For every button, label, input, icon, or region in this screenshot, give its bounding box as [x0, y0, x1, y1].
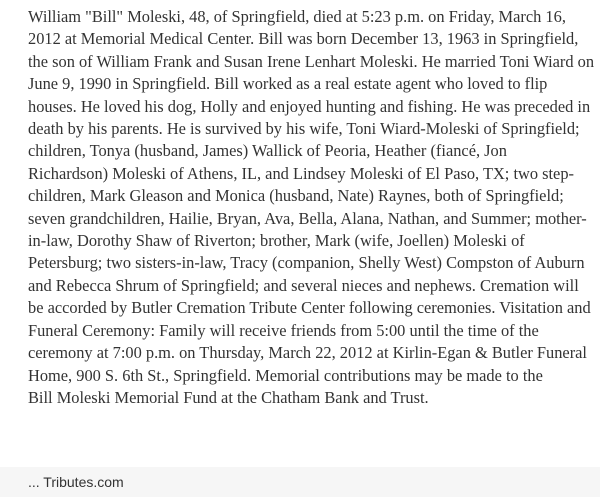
- obituary-line: Petersburg; two sisters-in-law, Tracy (companion, Shelly West) Compston of Auburn: [28, 253, 585, 273]
- source-footer: [0, 467, 600, 497]
- obituary-line: be accorded by Butler Cremation Tribute Center following ceremonies. Visitation and: [28, 298, 591, 318]
- obituary-text: [28, 6, 595, 409]
- obituary-line: the son of William Frank and Susan Irene Lenhart Moleski. He married Toni Wiard on: [28, 51, 595, 71]
- obituary-line: death by his parents. He is survived by his wife, Toni Wiard-Moleski of Springfield;: [28, 119, 580, 139]
- obituary-line: Bill Moleski Memorial Fund at the Chatham Bank and Trust.: [28, 387, 429, 407]
- obituary-line: ceremony at 7:00 p.m. on Thursday, March 22, 2012 at Kirlin-Egan & Butler Funeral: [28, 343, 587, 363]
- obituary-line: children, Mark Gleason and Monica (husband, Nate) Raynes, both of Springfield;: [28, 186, 564, 206]
- obituary-line: Richardson) Moleski of Athens, IL, and Lindsey Moleski of El Paso, TX; two step-: [28, 163, 574, 183]
- source-link[interactable]: ... Tributes.com: [28, 474, 124, 490]
- obituary-line: houses. He loved his dog, Holly and enjoyed hunting and fishing. He was preceded in: [28, 96, 591, 116]
- obituary-line: Home, 900 S. 6th St., Springfield. Memorial contributions may be made to the: [28, 365, 543, 385]
- obituary-line: and Rebecca Shrum of Springfield; and several nieces and nephews. Cremation will: [28, 275, 579, 295]
- obituary-line: Funeral Ceremony: Family will receive friends from 5:00 until the time of the: [28, 320, 539, 340]
- obituary-line: seven grandchildren, Hailie, Bryan, Ava, Bella, Alana, Nathan, and Summer; mother-: [28, 208, 587, 228]
- obituary-line: in-law, Dorothy Shaw of Riverton; brother, Mark (wife, Joellen) Moleski of: [28, 231, 525, 251]
- obituary-line: June 9, 1990 in Springfield. Bill worked as a real estate agent who loved to flip: [28, 74, 548, 94]
- obituary-line: children, Tonya (husband, James) Wallick of Peoria, Heather (fiancé, Jon: [28, 141, 507, 161]
- obituary-line: 2012 at Memorial Medical Center. Bill was born December 13, 1963 in Springfield,: [28, 29, 579, 49]
- obituary-line: William "Bill" Moleski, 48, of Springfield, died at 5:23 p.m. on Friday, March 16,: [28, 7, 566, 26]
